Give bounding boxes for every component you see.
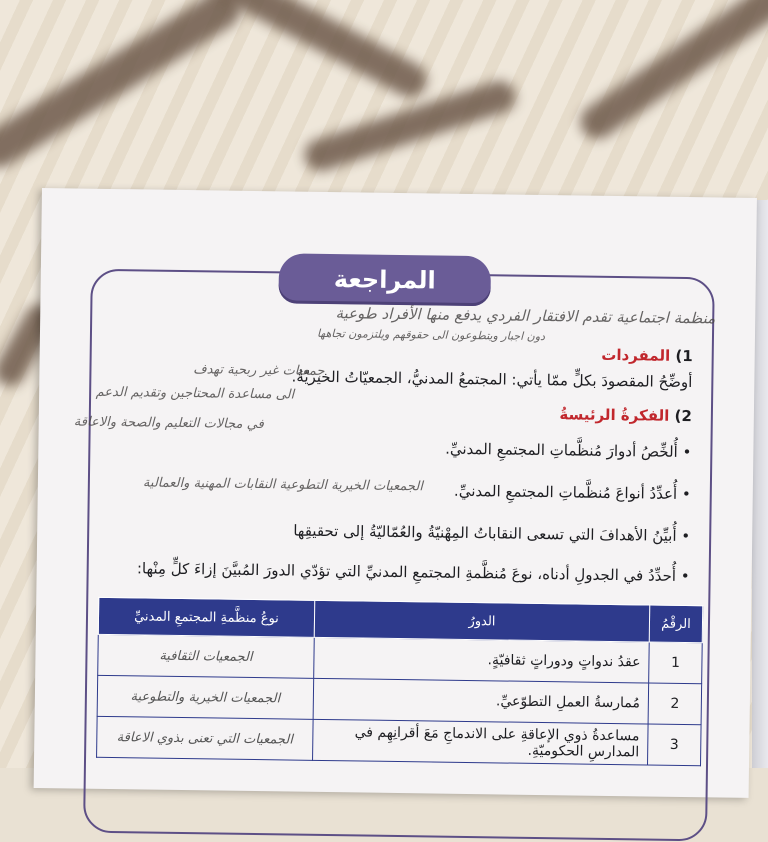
column-header: نوعُ منظَّمةِ المجتمعِ المدنيِّ (98, 597, 314, 637)
handwritten-note: الجمعيات الخيرية التطوعية النقابات المهنية والعمالية (142, 475, 423, 495)
column-header: الرقْمُ (649, 605, 702, 643)
handwritten-note: في مجالات التعليم والصحة والاعاقة (73, 414, 264, 433)
bullet-item: • أُحدِّدُ في الجدولِ أدناه، نوعَ مُنظَّمةِ المجتمعِ المدنيِّ التي تؤدّي الدورَ المُبيَّنَ إزاءَ كلٍّ مِنْها: (136, 559, 690, 586)
row-role: عقدُ ندواتٍ ودوراتٍ ثقافيّةٍ. (314, 637, 650, 683)
organizations-table (96, 597, 703, 766)
page-title: المراجعة (278, 253, 491, 306)
table-row (97, 716, 702, 765)
bullet-item: • أُلخِّصُ أدوارَ مُنظَّماتِ المجتمعِ المدنيِّ. (445, 439, 692, 462)
row-number: 3 (648, 724, 702, 766)
question-text: أوضِّحُ المقصودَ بكلٍّ ممّا يأتي: المجتمعُ المدنيُّ، الجمعيّاتُ الخيريّةُ. (291, 367, 693, 392)
handwritten-note: جمعيات غير ربحية تهدف (193, 362, 325, 379)
section-heading: 1) المفردات (601, 345, 693, 366)
section-heading: 2) الفكرةُ الرئيسةُ (559, 405, 693, 426)
handwritten-note: الى مساعدة المحتاجين وتقديم الدعم (95, 384, 295, 403)
bullet-item: • أُعدِّدُ أنواعَ مُنظَّماتِ المجتمعِ المدنيِّ. (453, 481, 691, 504)
column-header: الدورُ (314, 600, 650, 642)
row-type-answer: الجمعيات التي تعنى بذوي الاعاقة (97, 716, 314, 760)
row-number: 2 (648, 683, 702, 725)
row-number: 1 (649, 642, 703, 684)
handwritten-note: منظمة اجتماعية تقدم الافتقار الفردي يدفع منها الأفراد طوعية (335, 304, 716, 328)
bullet-item: • أُبيِّنُ الأهدافَ التي تسعى النقاباتُ المِهْنيّةُ والعُمّاليّةُ إلى تحقيقِها (293, 521, 691, 546)
row-type-answer: الجمعيات الثقافية (98, 634, 315, 678)
row-role: مساعدةُ ذوي الإعاقةِ على الاندماجِ مَعَ أقرانِهِم في المدارسِ الحكوميّةِ. (312, 719, 648, 765)
row-type-answer: الجمعيات الخيرية والتطوعية (97, 675, 314, 719)
handwritten-note: دون اجبار ويتطوعون الى حقوقهم ويلتزمون تجاهها (317, 326, 546, 344)
row-role: مُمارسةُ العملِ التطوّعيِّ. (313, 678, 649, 724)
textbook-page (34, 188, 757, 798)
